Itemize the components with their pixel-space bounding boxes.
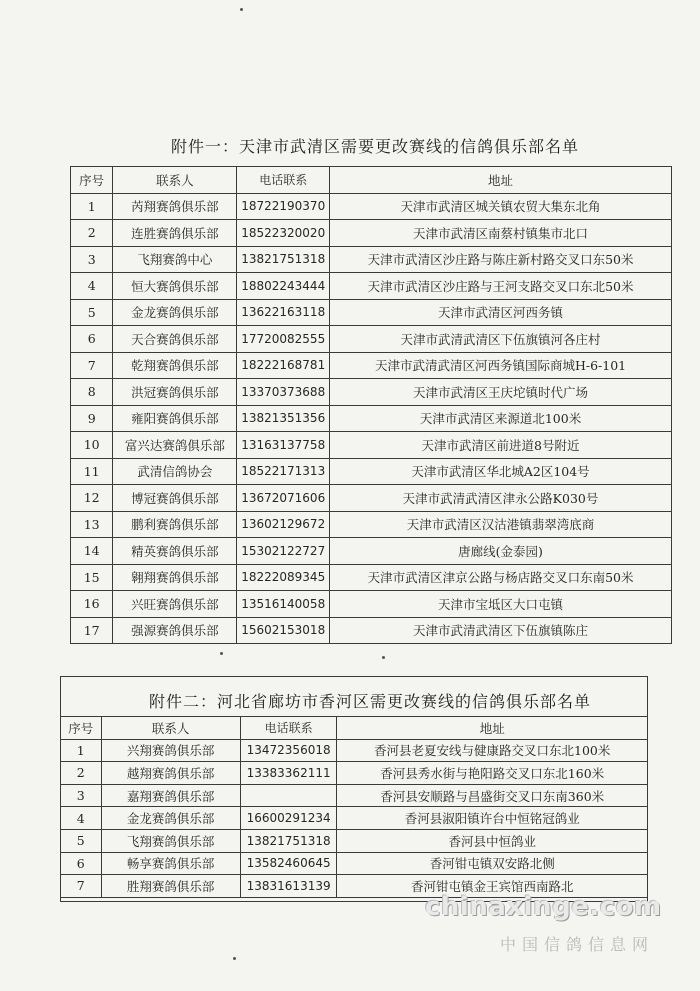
- cell-address: 香河钳屯镇双安路北侧: [337, 852, 648, 875]
- section2-title: 附件二：河北省廊坊市香河区需更改赛线的信鸽俱乐部名单: [148, 692, 591, 711]
- table-row: [71, 432, 672, 459]
- site-watermark: chinaxinge.com: [425, 892, 662, 922]
- cell-address: 天津市武清区沙庄路与王河支路交叉口东北50米: [330, 273, 672, 300]
- header-address: 地址: [337, 717, 648, 740]
- cell-phone: 15302122727: [237, 538, 330, 565]
- cell-index: 7: [71, 352, 113, 379]
- cell-contact: 鹏利赛鸽俱乐部: [113, 511, 237, 538]
- cell-phone: 13821751318: [237, 246, 330, 273]
- cell-contact: 乾翔赛鸽俱乐部: [113, 352, 237, 379]
- cell-index: 5: [71, 299, 113, 326]
- scan-speck: [233, 957, 236, 960]
- table-row: [71, 591, 672, 618]
- cell-contact: 芮翔赛鸽俱乐部: [113, 193, 237, 220]
- cell-index: 4: [71, 273, 113, 300]
- cell-contact: 武清信鸽协会: [113, 458, 237, 485]
- cell-phone: 13383362111: [240, 762, 337, 785]
- cell-address: 天津市武清武清区津永公路K030号: [330, 485, 672, 512]
- cell-contact: 兴翔赛鸽俱乐部: [101, 739, 240, 762]
- cell-contact: 畅享赛鸽俱乐部: [101, 852, 240, 875]
- cell-index: 4: [61, 807, 102, 830]
- cell-contact: 胜翔赛鸽俱乐部: [101, 875, 240, 898]
- cell-contact: 洪冠赛鸽俱乐部: [113, 379, 237, 406]
- table-row: [71, 326, 672, 353]
- cell-address: 天津市武清武清区下伍旗镇河各庄村: [330, 326, 672, 353]
- cell-phone: 13516140058: [237, 591, 330, 618]
- cell-contact: 连胜赛鸽俱乐部: [113, 220, 237, 247]
- cell-contact: 天合赛鸽俱乐部: [113, 326, 237, 353]
- table-row: [71, 273, 672, 300]
- header-phone: 电话联系: [240, 717, 337, 740]
- cell-index: 6: [61, 852, 102, 875]
- cell-index: 6: [71, 326, 113, 353]
- table-row: [71, 617, 672, 644]
- cell-index: 13: [71, 511, 113, 538]
- cell-index: 3: [71, 246, 113, 273]
- cell-index: 2: [71, 220, 113, 247]
- section1-title: 附件一：天津市武清区需要更改赛线的信鸽俱乐部名单: [170, 137, 579, 156]
- cell-address: 香河县中恒鸽业: [337, 829, 648, 852]
- cell-address: 天津市武清区河西务镇: [330, 299, 672, 326]
- cell-address: 天津市武清区南蔡村镇集市北口: [330, 220, 672, 247]
- cell-phone: 15602153018: [237, 617, 330, 644]
- table-row: [61, 852, 648, 875]
- table-row: [71, 511, 672, 538]
- cell-phone: 13602129672: [237, 511, 330, 538]
- cell-index: 12: [71, 485, 113, 512]
- cell-phone: 13472356018: [240, 739, 337, 762]
- cell-phone: 13582460645: [240, 852, 337, 875]
- cell-index: 7: [61, 875, 102, 898]
- table-row: [71, 352, 672, 379]
- cell-address: 香河县安顺路与昌盛街交叉口东南360米: [337, 784, 648, 807]
- section2-table: [60, 716, 648, 898]
- cell-phone: 13821351356: [237, 405, 330, 432]
- cell-phone: 16600291234: [240, 807, 337, 830]
- header-contact: 联系人: [113, 167, 237, 194]
- cell-contact: 越翔赛鸽俱乐部: [101, 762, 240, 785]
- header-index: 序号: [61, 717, 102, 740]
- cell-index: 16: [71, 591, 113, 618]
- table-row: [61, 829, 648, 852]
- cell-contact: 飞翔赛鸽中心: [113, 246, 237, 273]
- section1-table: [70, 166, 672, 644]
- cell-phone: 13163137758: [237, 432, 330, 459]
- table-row: [61, 807, 648, 830]
- table-row: [71, 405, 672, 432]
- table-header-row: [71, 167, 672, 194]
- table-row: [71, 379, 672, 406]
- cell-index: 3: [61, 784, 102, 807]
- cell-address: 天津市武清区前进道8号附近: [330, 432, 672, 459]
- cell-contact: 金龙赛鸽俱乐部: [101, 807, 240, 830]
- cell-phone: 17720082555: [237, 326, 330, 353]
- cell-phone: [240, 784, 337, 807]
- table-row: [71, 220, 672, 247]
- cell-phone: 13831613139: [240, 875, 337, 898]
- table-row: [71, 458, 672, 485]
- site-watermark-subtitle: 中国信鸽信息网: [500, 935, 655, 954]
- scan-speck: [220, 652, 223, 655]
- scan-speck: [240, 8, 243, 11]
- cell-address: 天津市武清武清区下伍旗镇陈庄: [330, 617, 672, 644]
- cell-address: 天津市宝坻区大口屯镇: [330, 591, 672, 618]
- cell-index: 14: [71, 538, 113, 565]
- cell-phone: 13370373688: [237, 379, 330, 406]
- cell-address: 香河县秀水街与艳阳路交叉口东北160米: [337, 762, 648, 785]
- table-row: [71, 564, 672, 591]
- cell-phone: 18222089345: [237, 564, 330, 591]
- cell-index: 15: [71, 564, 113, 591]
- cell-contact: 兴旺赛鸽俱乐部: [113, 591, 237, 618]
- cell-contact: 博冠赛鸽俱乐部: [113, 485, 237, 512]
- cell-contact: 雍阳赛鸽俱乐部: [113, 405, 237, 432]
- cell-index: 1: [71, 193, 113, 220]
- table-row: [71, 299, 672, 326]
- cell-index: 17: [71, 617, 113, 644]
- cell-contact: 飞翔赛鸽俱乐部: [101, 829, 240, 852]
- section2-body: [61, 739, 648, 897]
- cell-address: 香河钳屯镇金王宾馆西南路北: [337, 875, 648, 898]
- table-row: [71, 246, 672, 273]
- cell-phone: 18802243444: [237, 273, 330, 300]
- cell-address: 香河县淑阳镇许台中恒铭冠鸽业: [337, 807, 648, 830]
- cell-address: 天津市武清区沙庄路与陈庄新村路交叉口东50米: [330, 246, 672, 273]
- table-row: [61, 784, 648, 807]
- cell-address: 天津市武清区华北城A2区104号: [330, 458, 672, 485]
- cell-address: 天津市武清区城关镇农贸大集东北角: [330, 193, 672, 220]
- header-index: 序号: [71, 167, 113, 194]
- cell-contact: 精英赛鸽俱乐部: [113, 538, 237, 565]
- cell-index: 5: [61, 829, 102, 852]
- cell-contact: 金龙赛鸽俱乐部: [113, 299, 237, 326]
- cell-phone: 18522171313: [237, 458, 330, 485]
- cell-contact: 嘉翔赛鸽俱乐部: [101, 784, 240, 807]
- section1-body: [71, 193, 672, 644]
- cell-phone: 18222168781: [237, 352, 330, 379]
- cell-address: 香河县老夏安线与健康路交叉口东北100米: [337, 739, 648, 762]
- cell-contact: 强源赛鸽俱乐部: [113, 617, 237, 644]
- cell-index: 11: [71, 458, 113, 485]
- table-row: [71, 538, 672, 565]
- header-phone: 电话联系: [237, 167, 330, 194]
- cell-contact: 富兴达赛鸽俱乐部: [113, 432, 237, 459]
- cell-index: 2: [61, 762, 102, 785]
- cell-phone: 13622163118: [237, 299, 330, 326]
- cell-phone: 13672071606: [237, 485, 330, 512]
- cell-contact: 恒大赛鸽俱乐部: [113, 273, 237, 300]
- cell-address: 唐廊线(金泰园): [330, 538, 672, 565]
- cell-phone: 18722190370: [237, 193, 330, 220]
- cell-phone: 13821751318: [240, 829, 337, 852]
- header-address: 地址: [330, 167, 672, 194]
- table-row: [61, 762, 648, 785]
- cell-address: 天津市武清区王庆坨镇时代广场: [330, 379, 672, 406]
- cell-phone: 18522320020: [237, 220, 330, 247]
- cell-index: 8: [71, 379, 113, 406]
- table-row: [61, 739, 648, 762]
- scan-speck: [382, 656, 385, 659]
- cell-address: 天津市武清武清区河西务镇国际商城H-6-101: [330, 352, 672, 379]
- cell-contact: 翱翔赛鸽俱乐部: [113, 564, 237, 591]
- table-row: [71, 193, 672, 220]
- table-row: [71, 485, 672, 512]
- cell-index: 1: [61, 739, 102, 762]
- cell-address: 天津市武清区汉沽港镇翡翠湾底商: [330, 511, 672, 538]
- cell-address: 天津市武清区来源道北100米: [330, 405, 672, 432]
- cell-address: 天津市武清区津京公路与杨店路交叉口东南50米: [330, 564, 672, 591]
- cell-index: 9: [71, 405, 113, 432]
- table-header-row: [61, 717, 648, 740]
- header-contact: 联系人: [101, 717, 240, 740]
- cell-index: 10: [71, 432, 113, 459]
